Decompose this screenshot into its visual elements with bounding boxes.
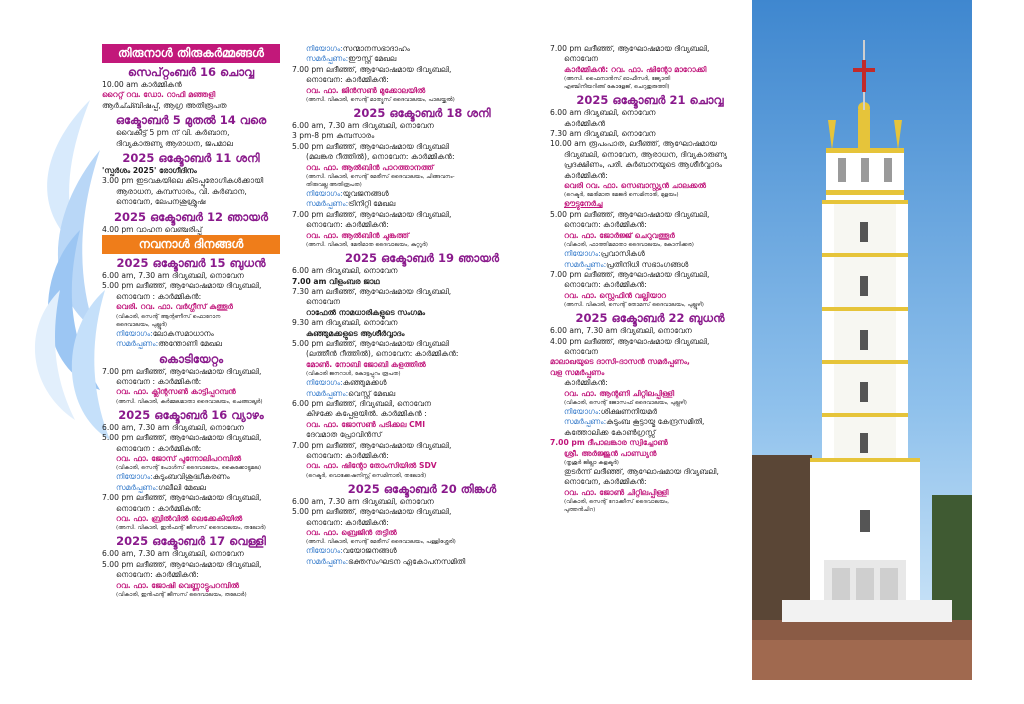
intention-label: നിയോഗം : bbox=[116, 472, 153, 482]
day-heading: 2025 ഒക്ടോബർ 11 ശനി bbox=[122, 151, 260, 166]
schedule-line: ആരാധന, കുമ്പസാരം, വി. കുർബാന, bbox=[116, 186, 247, 196]
schedule-line: 6.00 am, 7.30 am ദിവ്യബലി, നൊവേന bbox=[102, 422, 244, 432]
intention-value: ഈസ്റ്റ് മേഖല bbox=[348, 54, 397, 64]
schedule-column-2 bbox=[292, 44, 552, 567]
schedule-line: ദിവ്യബലി, നൊവേന, ആരാധന, ദിവ്യകാരുണ്യ bbox=[564, 149, 728, 159]
intention-line bbox=[550, 249, 750, 259]
celebrant-affiliation: (വികാരി, ഇൻഫന്റ് ജീസസ് ദൈവാലയം, തലോർ) bbox=[116, 592, 247, 598]
intention-value: യുവജനങ്ങൾ bbox=[342, 189, 389, 199]
celebrant-name: റവ. ഫാ. ആന്റണി ചിറ്റിലപ്പിള്ളി bbox=[564, 388, 675, 398]
day-heading: സെപ്റ്റംബർ 16 ചൊവ്വ bbox=[127, 65, 255, 79]
schedule-line: 7.30 am ലദീഞ്ഞ്, ആഘോഷമായ ദിവ്യബലി, bbox=[292, 286, 452, 296]
celebrant-affiliation: (അസി. വികാരി, ഇൻഫന്റ് ജീസസ് ദൈവാലയം, തലോർ) bbox=[116, 525, 266, 532]
intention-label: സമർപ്പണം : bbox=[116, 483, 158, 493]
schedule-line: ദിവ്യകാരുണ്യ ആരാധന, ജപമാല bbox=[116, 138, 233, 148]
church-bell-tower-photo bbox=[752, 0, 972, 680]
schedule-line: 9.30 am ദിവ്യബലി, നൊവേന bbox=[292, 318, 398, 328]
decorative-petals-icon bbox=[0, 90, 110, 450]
intention-line bbox=[550, 260, 750, 270]
schedule-line: നൊവേന: കാർമ്മികൻ: bbox=[306, 517, 389, 527]
intention-label: സമർപ്പണം : bbox=[306, 199, 348, 209]
intention-label: നിയോഗം : bbox=[564, 249, 601, 259]
day-heading: 2025 ഒക്ടോബർ 12 ഞായർ bbox=[113, 209, 269, 224]
day-heading: ഒക്ടോബർ 5 മുതൽ 14 വരെ bbox=[115, 113, 267, 128]
schedule-line: (ലത്തീൻ റീത്തിൽ), നൊവേന: കാർമ്മികൻ: bbox=[306, 349, 459, 359]
celebrant-name: റവ. ഫാ. ക്ലിന്റസൺ കാട്ടിപ്പറമ്പൻ bbox=[116, 387, 236, 397]
intention-label: നിയോഗം : bbox=[306, 546, 343, 556]
celebrant-name: റവ. ഫാ. ബ്രെജിൻ തട്ടിൽ bbox=[306, 528, 397, 538]
schedule-line: 7.00 pm ലദീഞ്ഞ്, ആഘോഷമായ ദിവ്യബലി, bbox=[102, 493, 262, 503]
celebrant-affiliation: തിരുവല്ല അതിരൂപത) bbox=[306, 182, 362, 189]
day-heading: 2025 ഒക്ടോബർ 19 ഞായർ bbox=[344, 251, 500, 266]
intention-line bbox=[292, 44, 552, 54]
celebrant-affiliation: ദൈവാലയം, പുല്ലൂർ) bbox=[116, 321, 168, 328]
schedule-line: 4.00 pm വാഹന വെഞ്ചരിപ്പ് bbox=[102, 224, 203, 234]
schedule-line: 7.00 am വിളംബര ജാഥ bbox=[292, 276, 380, 286]
schedule-line: 7.00 pm ലദീഞ്ഞ്, ആഘോഷമായ ദിവ്യബലി, bbox=[292, 209, 452, 219]
schedule-line: നൊവേന bbox=[306, 297, 341, 307]
celebrant-affiliation: (വികാരി, സെന്റ് റോക്കീസ് ദൈവാലയം, bbox=[564, 499, 670, 506]
celebrant-affiliation: (റെക്ടർ, മേരിമാത മേജർ സെമിനാരി, മുളയം) bbox=[564, 192, 679, 199]
celebrant-name: വള സമർപ്പണം bbox=[550, 367, 605, 377]
celebrant-name: മാലാഖയുടെ ദാസി-ദാസൻ സമർപ്പണം, bbox=[550, 357, 690, 367]
schedule-line: 5.00 pm ലദീഞ്ഞ്, ആഘോഷമായ ദിവ്യബലി, bbox=[292, 507, 452, 517]
schedule-line: 10.00 am രൂപംപാത, ലദീഞ്ഞ്, ആഘോഷമായ bbox=[550, 139, 718, 149]
section-header: നവനാൾ ദിനങ്ങൾ bbox=[102, 235, 280, 254]
celebrant-affiliation: (അസി. വികാരി, സെന്റ് തോമസ് ദൈവാലയം, പുല്ലൂഴി) bbox=[564, 302, 704, 309]
schedule-line: 3 pm-8 pm കുമ്പസാരം bbox=[292, 131, 375, 141]
intention-value: കുഞ്ഞുമക്കൾ bbox=[342, 378, 387, 388]
celebrant-affiliation: (റെക്ടർ, വൊക്കേഷനിസ്റ്റ് സെമിനാരി, തലോർ) bbox=[306, 472, 427, 479]
schedule-line: നൊവേന: കാർമ്മികൻ: bbox=[116, 570, 199, 580]
schedule-line: 7.00 pm ലദീഞ്ഞ്, ആഘോഷമായ ദിവ്യബലി, bbox=[292, 64, 452, 74]
intention-line bbox=[550, 407, 750, 417]
celebrant-affiliation: (അസി. വികാരി, കർമ്മലമാതാ ദൈവാലയം, ചെങ്ങാലൂർ) bbox=[116, 398, 263, 405]
schedule-line: കാർമ്മികൻ bbox=[564, 118, 606, 128]
schedule-line: നൊവേന bbox=[564, 54, 599, 64]
schedule-line: 5.00 pm ലദീഞ്ഞ്, ആഘോഷമായ ദിവ്യബലി bbox=[292, 338, 449, 348]
schedule-line: 6.00 am, 7.30 am ദിവ്യബലി, നൊവേന bbox=[102, 271, 244, 281]
schedule-line: നൊവേന: കാർമ്മികൻ: bbox=[564, 280, 647, 290]
intention-label: നിയോഗം : bbox=[306, 44, 343, 54]
schedule-line: 6.00 am, 7.30 am ദിവ്യബലി, നൊവേന bbox=[102, 549, 244, 559]
celebrant-name: റൈറ്റ് റവ. ഡോ. റാഫി മഞ്ഞളി bbox=[102, 90, 216, 100]
schedule-line: നൊവേന bbox=[564, 346, 599, 356]
intention-value: സന്മാനസഭാദാഹം bbox=[342, 44, 410, 53]
schedule-line: നൊവേന : കാർമ്മികൻ: bbox=[116, 443, 202, 453]
day-heading: 2025 ഒക്ടോബർ 15 ബുധൻ bbox=[116, 256, 266, 271]
schedule-line: നൊവേന : കാർമ്മികൻ: bbox=[116, 503, 202, 513]
intention-label: സമർപ്പണം : bbox=[306, 557, 348, 567]
intention-label: നിയോഗം : bbox=[306, 189, 343, 199]
schedule-line: 5.00 pm ലദീഞ്ഞ്, ആഘോഷമായ ദിവ്യബലി, bbox=[102, 281, 262, 291]
celebrant-name: റവ. ഫാ. ആൽബിൻ പാറത്താനത്ത് bbox=[306, 162, 434, 172]
celebrant-name: റവ. ഫാ. ജോർജ്ജ് ചെറുവത്തൂർ bbox=[564, 230, 675, 240]
schedule-line: കത്തോലിക്ക കോൺഗ്രസ്സ് bbox=[564, 427, 656, 437]
intention-label: നിയോഗം : bbox=[306, 378, 343, 388]
intention-value: വയോജനങ്ങൾ bbox=[342, 546, 397, 556]
intention-line bbox=[292, 199, 552, 209]
intention-line bbox=[292, 189, 552, 199]
day-heading: കൊടിയേറ്റം bbox=[158, 351, 224, 366]
intention-value: കുടുംബ കൂട്ടായ്മ കേന്ദ്രസമിതി, bbox=[606, 417, 705, 427]
intention-line bbox=[292, 389, 552, 399]
celebrant-name: ഊട്ടുനേർച്ച bbox=[564, 199, 603, 209]
intention-value: ശിക്ഷണനിയമർ bbox=[600, 406, 658, 416]
intention-label: സമർപ്പണം : bbox=[116, 339, 158, 349]
celebrant-affiliation: (അസി. വികാരി, സെന്റ് മേരീസ് ദൈവാലയം, ചിങ്ങവനം- bbox=[306, 174, 455, 181]
celebrant-name: മോൺ. നോബി ജോബി കളത്തിൽ bbox=[306, 359, 426, 369]
intention-label: സമർപ്പണം : bbox=[564, 417, 606, 427]
celebrant-affiliation: (വികാരി, ഫാത്തിമമാതാ ദൈവാലയം, കോനിക്കര) bbox=[564, 242, 694, 249]
section-header: തിരുനാൾ തിരുകർമ്മങ്ങൾ bbox=[102, 44, 280, 63]
schedule-line: പ്രദക്ഷിണം, പരി. കുർബാനയുടെ ആശീർവ്വാദം bbox=[564, 160, 723, 170]
celebrant-affiliation: എഞ്ചിനീയറിങ്ങ് കോളേജ്, ചെറുതുരുത്തി) bbox=[564, 84, 670, 91]
day-heading: 2025 ഒക്ടോബർ 18 ശനി bbox=[353, 106, 491, 121]
intention-label: നിയോഗം : bbox=[564, 407, 601, 417]
celebrant-name: 7.00 pm ദീപാലങ്കാര സ്വിച്ചോൺ bbox=[550, 438, 668, 448]
day-heading: 2025 ഒക്ടോബർ 16 വ്യാഴം bbox=[118, 407, 264, 422]
schedule-line: 7.00 pm ലദീഞ്ഞ്, ആഘോഷമായ ദിവ്യബലി, bbox=[550, 44, 710, 53]
celebrant-affiliation: (വികാരി, സെന്റ് പോൾസ് ദൈവാലയം, കൈക്കോട്ടുമല) bbox=[116, 465, 262, 472]
celebrant-affiliation: (അസി. വികാരി, സെന്റ് മേരീസ് ദൈവാലയം, പള്ളിശ്ശേരി) bbox=[306, 539, 456, 546]
schedule-line: കാർമ്മികൻ: bbox=[564, 170, 608, 180]
intention-line bbox=[102, 339, 280, 349]
schedule-line: 7.00 pm ലദീഞ്ഞ്, ആഘോഷമായ ദിവ്യബലി, bbox=[550, 269, 710, 279]
intention-label: സമർപ്പണം : bbox=[564, 260, 606, 270]
intention-value: പ്രവാസികൾ bbox=[600, 249, 645, 259]
intention-value: ട്രിനിറ്റി മേഖല bbox=[348, 199, 396, 209]
intention-label: സമർപ്പണം : bbox=[306, 389, 348, 399]
celebrant-name: റവ. ഫാ. ജോസൺ പടിക്കല CMI bbox=[306, 419, 426, 429]
schedule-line: 10.00 am കാർമ്മികൻ bbox=[102, 80, 182, 89]
celebrant-affiliation: (വികാരി ജനറാൾ, കോട്ടപ്പുറം രൂപത) bbox=[306, 371, 401, 378]
schedule-line: 5.00 pm ലദീഞ്ഞ്, ആഘോഷമായ ദിവ്യബലി, bbox=[102, 559, 262, 569]
schedule-line: വൈകീട്ട് 5 pm ന് വി. കുർബാന, bbox=[116, 128, 230, 138]
celebrant-name: വെരി. റവ. ഫാ. വർഗ്ഗീസ് കുത്തൂർ bbox=[116, 302, 233, 312]
schedule-line: ആർച്ച്ബിഷപ്പ്, ആഗ്ര അതിരൂപത bbox=[102, 100, 227, 110]
intention-value: പ്രതിനിധി സഭാംഗങ്ങൾ bbox=[606, 259, 689, 269]
intention-line bbox=[292, 54, 552, 64]
schedule-line: 'സ്പർശം 2025' രോഗീദിനം bbox=[102, 166, 197, 176]
celebrant-name: റവ. ഫാ. ജോൺ ചിറ്റിലപ്പിള്ളി bbox=[564, 487, 669, 497]
celebrant-name: റവ. ഫാ. ആൽബിൻ ചുങ്കത്ത് bbox=[306, 230, 409, 240]
schedule-line: തുടർന്ന് ലദീഞ്ഞ്, ആഘോഷമായ ദിവ്യബലി, bbox=[564, 467, 719, 476]
intention-value: വെസ്റ്റ് മേഖല bbox=[348, 388, 396, 398]
intention-label: സമർപ്പണം : bbox=[306, 54, 348, 64]
celebrant-affiliation: പുത്തൻചിറ) bbox=[564, 507, 596, 514]
schedule-line: ദേവമാത പ്രോവിൻസ് bbox=[306, 430, 382, 440]
intention-value: ഗലീലി മേഖല bbox=[158, 482, 206, 492]
intention-line bbox=[292, 378, 552, 388]
day-heading: 2025 ഒക്ടോബർ 17 വെള്ളി bbox=[116, 534, 266, 549]
schedule-line: 7.00 pm ലദീഞ്ഞ്, ആഘോഷമായ ദിവ്യബലി, bbox=[102, 366, 262, 376]
schedule-line: 6.00 am, 7.30 am ദിവ്യബലി, നൊവേന bbox=[292, 496, 434, 506]
schedule-line: 7.00 pm ലദീഞ്ഞ്, ആഘോഷമായ ദിവ്യബലി, bbox=[292, 440, 452, 450]
schedule-column-1 bbox=[102, 44, 280, 599]
schedule-line: കുഞ്ഞുമക്കളുടെ ആശീർവ്വാദം bbox=[306, 328, 405, 338]
schedule-line: നൊവേന: കാർമ്മികൻ: bbox=[306, 75, 389, 85]
celebrant-affiliation: (വികാരി, സെന്റ് ജോസഫ് ദൈവാലയം, പുല്ലഴി) bbox=[564, 399, 687, 406]
celebrant-affiliation: (അസി. വികാരി, മേരിമാത ദൈവാലയം, കുറ്റൂർ) bbox=[306, 242, 428, 249]
celebrant-name: കാർമ്മികൻ: റവ. ഫാ. ഷിന്റോ മാറോക്കി bbox=[564, 64, 707, 74]
celebrant-name: ശ്രീ. അർജ്ജുൻ പാണ്ഡ്യൻ bbox=[564, 448, 657, 458]
schedule-line: നൊവേന: കാർമ്മികൻ: bbox=[306, 451, 389, 460]
schedule-line: നൊവേന : കാർമ്മികൻ: bbox=[116, 291, 202, 301]
schedule-line: 4.00 pm ലദീഞ്ഞ്, ആഘോഷമായ ദിവ്യബലി, bbox=[550, 336, 710, 346]
schedule-line: 6.00 am, 7.30 am ദിവ്യബലി, നൊവേന bbox=[292, 121, 434, 131]
intention-line bbox=[550, 417, 750, 427]
celebrant-name: റവ. ഫാ. ഷിന്റോ തോംസിയിൽ SDV bbox=[306, 461, 437, 471]
day-heading: 2025 ഒക്ടോബർ 22 ബുധൻ bbox=[575, 311, 725, 326]
schedule-line: 6.00 am, 7.30 am ദിവ്യബലി, നൊവേന bbox=[550, 326, 692, 336]
schedule-line: 5.00 pm ലദീഞ്ഞ്, ആഘോഷമായ ദിവ്യബലി, bbox=[550, 209, 710, 219]
schedule-line: 7.30 am ദിവ്യബലി, നൊവേന bbox=[550, 129, 656, 139]
schedule-line: നൊവേന: കാർമ്മികൻ: bbox=[564, 220, 647, 230]
intention-value: ലോകസമാധാനം bbox=[152, 328, 214, 338]
intention-line bbox=[102, 483, 280, 493]
intention-value: ഭക്തസംഘടന ഏകോപനസമിതി bbox=[348, 556, 466, 566]
schedule-line: 5.00 pm ലദീഞ്ഞ്, ആഘോഷമായ ദിവ്യബലി bbox=[292, 141, 449, 151]
celebrant-name: റവ. ഫാ. ജിൻസൺ മുക്കോലയിൽ bbox=[306, 85, 426, 95]
schedule-line: 6.00 am ദിവ്യബലി, നൊവേന bbox=[550, 108, 656, 118]
celebrant-affiliation: (അസി. വികാരി, സെന്റ് മാത്യൂസ് ദൈവാലയം, പാലയ്ക്കൽ) bbox=[306, 97, 455, 104]
intention-label: നിയോഗം : bbox=[116, 329, 153, 339]
schedule-column-3 bbox=[550, 44, 750, 514]
celebrant-name: വെരി റവ. ഫാ. സെബാസ്റ്റ്യൻ ചാലക്കൽ bbox=[564, 181, 707, 191]
intention-value: കുടുംബവിശുദ്ധീകരണം bbox=[152, 472, 230, 482]
intention-value: അന്തോണി മേഖല bbox=[158, 339, 223, 349]
schedule-line: കാർമ്മികൻ: bbox=[564, 378, 608, 388]
celebrant-affiliation: (വികാരി, സെന്റ് ആന്റണീസ് ഫൊറോന bbox=[116, 313, 221, 320]
schedule-line: 6.00 am ദിവ്യബലി, നൊവേന bbox=[292, 266, 398, 276]
day-heading: 2025 ഒക്ടോബർ 20 തിങ്കൾ bbox=[347, 481, 497, 496]
intention-line bbox=[102, 472, 280, 482]
celebrant-name: റവ. ഫാ. ജോഷി വെണ്ണാട്ടുപറമ്പിൽ bbox=[116, 580, 240, 590]
intention-line bbox=[292, 546, 552, 556]
schedule-line: 3.00 pm ഇടവകയിലെ കിടപ്പുരോഗികൾക്കായി bbox=[102, 176, 264, 186]
schedule-line: നൊവേന, കാർമ്മികൻ: bbox=[564, 477, 647, 487]
intention-line bbox=[102, 329, 280, 339]
schedule-line: 5.00 pm ലദീഞ്ഞ്, ആഘോഷമായ ദിവ്യബലി, bbox=[102, 433, 262, 443]
celebrant-name: റവ. ഫാ. ബ്രിൽവിൽ ലെക്കേകിയിൽ bbox=[116, 513, 243, 523]
celebrant-name: റവ. ഫാ. സ്റ്റെഫിൻ വല്ലിയാറ bbox=[564, 290, 667, 300]
celebrant-name: റവ. ഫാ. ജോസ് പുന്നോലിപറമ്പിൽ bbox=[116, 453, 242, 463]
schedule-line: (മലങ്കര റീത്തിൽ), നൊവേന: കാർമ്മികൻ: bbox=[306, 152, 455, 162]
schedule-line: നൊവേന: കാർമ്മികൻ: bbox=[306, 220, 389, 230]
celebrant-affiliation: (തൃശൂർ ജില്ലാ കളക്ടർ) bbox=[564, 460, 619, 466]
schedule-line: നൊവേന, ലേപനശുശ്രൂഷ bbox=[116, 197, 206, 207]
schedule-line: റാഫേൽ നാമധാരികളുടെ സംഗമം bbox=[306, 307, 426, 317]
celebrant-affiliation: (അസി. ഫൈനാൻസ് ഓഫീസർ, ജ്യോതി bbox=[564, 76, 671, 83]
schedule-line: കിഴക്കേ കപ്പേളയിൽ. കാർമ്മികൻ : bbox=[306, 409, 427, 419]
intention-line bbox=[292, 557, 552, 567]
schedule-line: നൊവേന : കാർമ്മികൻ: bbox=[116, 376, 202, 386]
day-heading: 2025 ഒക്ടോബർ 21 ചൊവ്വ bbox=[576, 93, 724, 108]
schedule-line: 6.00 pm ലദീഞ്ഞ്, ദിവ്യബലി, നൊവേന bbox=[292, 398, 432, 408]
